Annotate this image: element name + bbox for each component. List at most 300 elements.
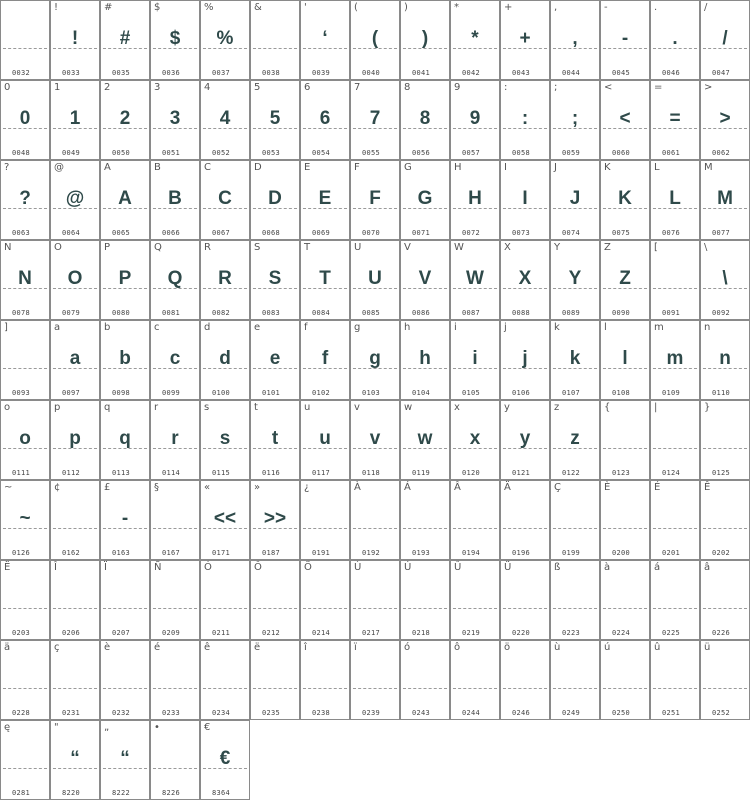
glyph-sample: Z [619,268,631,289]
glyph-cell [600,0,650,80]
glyph-cell [500,480,550,560]
glyph-cell [300,0,350,80]
baseline-guide [53,528,97,529]
glyph-code: 0206 [62,629,81,637]
glyph-sample: o [19,428,31,449]
glyph-cell [450,0,500,80]
glyph-code: 0219 [462,629,481,637]
glyph-code: 0252 [712,709,731,717]
glyph-code: 0202 [712,549,731,557]
glyph-sample: E [318,188,332,209]
glyph-label: É [654,482,661,493]
baseline-guide [153,528,197,529]
glyph-sample: v [369,428,381,449]
glyph-label: Ù [354,562,362,573]
glyph-cell [650,0,700,80]
glyph-label: û [654,642,661,653]
glyph-cell [600,240,650,320]
glyph-label: f [304,322,308,333]
glyph-cell [350,80,400,160]
glyph-label: W [454,242,464,253]
glyph-label: F [354,162,360,173]
glyph-code: 0081 [162,309,181,317]
glyph-sample: u [319,428,331,449]
glyph-cell [450,160,500,240]
glyph-code: 0044 [562,69,581,77]
glyph-sample: \ [722,268,728,289]
glyph-label: ! [54,2,59,13]
glyph-code: 0045 [612,69,631,77]
glyph-cell [700,560,750,640]
baseline-guide [453,688,497,689]
glyph-sample: / [722,28,728,49]
glyph-label: € [204,722,211,733]
baseline-guide [503,688,547,689]
glyph-cell [400,640,450,720]
glyph-sample: Q [167,268,183,289]
glyph-label: h [404,322,411,333]
glyph-code: 0077 [712,229,731,237]
glyph-code: 0087 [462,309,481,317]
glyph-code: 0070 [362,229,381,237]
glyph-label: ; [554,82,558,93]
glyph-sample: W [466,268,484,289]
glyph-cell [200,400,250,480]
glyph-label: A [104,162,111,173]
glyph-label: £ [104,482,111,493]
glyph-cell [500,320,550,400]
glyph-code: 0191 [312,549,331,557]
glyph-label: ß [554,562,561,573]
glyph-code: 0074 [562,229,581,237]
baseline-guide [603,608,647,609]
glyph-cell [150,400,200,480]
glyph-code: 0207 [112,629,131,637]
glyph-cell [0,320,50,400]
glyph-code: 0113 [112,469,131,477]
glyph-label: è [104,642,111,653]
glyph-label: " [54,722,59,733]
glyph-sample: 1 [69,108,81,129]
glyph-code: 0078 [12,309,31,317]
glyph-sample: “ [120,748,130,769]
glyph-code: 0163 [112,549,131,557]
glyph-code: 0098 [112,389,131,397]
glyph-sample: b [119,348,131,369]
glyph-cell [100,320,150,400]
glyph-code: 0032 [12,69,31,77]
glyph-cell [500,0,550,80]
glyph-code: 0199 [562,549,581,557]
glyph-sample: R [218,268,232,289]
glyph-code: 0211 [212,629,231,637]
glyph-code: 0035 [112,69,131,77]
glyph-cell [250,240,300,320]
glyph-code: 0042 [462,69,481,77]
glyph-sample: P [118,268,132,289]
glyph-label: . [654,2,658,13]
baseline-guide [453,608,497,609]
glyph-label: 2 [104,82,111,93]
glyph-code: 0066 [162,229,181,237]
glyph-cell [550,640,600,720]
glyph-cell [550,160,600,240]
baseline-guide [103,608,147,609]
glyph-code: 0201 [662,549,681,557]
glyph-cell [600,160,650,240]
glyph-sample: - [621,28,629,49]
glyph-code: 0249 [562,709,581,717]
glyph-label: Â [454,482,461,493]
glyph-cell [600,640,650,720]
glyph-code: 0053 [262,149,281,157]
glyph-label: Ñ [154,562,162,573]
glyph-cell [600,400,650,480]
glyph-code: 0225 [662,629,681,637]
glyph-cell [650,160,700,240]
glyph-label: \ [704,242,708,253]
glyph-code: 0125 [712,469,731,477]
glyph-cell [700,240,750,320]
glyph-cell [300,400,350,480]
glyph-code: 0114 [162,469,181,477]
glyph-sample: V [418,268,432,289]
glyph-label: Ï [104,562,107,573]
glyph-cell [200,640,250,720]
glyph-code: 0079 [62,309,81,317]
glyph-label: e [254,322,261,333]
glyph-cell [100,240,150,320]
glyph-cell [650,400,700,480]
glyph-code: 0057 [462,149,481,157]
glyph-cell [300,320,350,400]
glyph-code: 0224 [612,629,631,637]
glyph-label: P [104,242,111,253]
glyph-cell [350,320,400,400]
glyph-sample: x [469,428,481,449]
glyph-label: ~ [4,482,13,493]
glyph-label: „ [104,722,110,733]
baseline-guide [353,688,397,689]
glyph-code: 0123 [612,469,631,477]
glyph-sample: 8 [419,108,431,129]
glyph-label: N [4,242,12,253]
glyph-cell [200,720,250,800]
glyph-label: È [604,482,611,493]
baseline-guide [153,688,197,689]
baseline-guide [653,608,697,609]
glyph-code: 0203 [12,629,31,637]
glyph-code: 0058 [512,149,531,157]
glyph-cell [450,240,500,320]
glyph-sample: j [522,348,528,369]
glyph-sample: K [618,188,632,209]
glyph-label: / [704,2,708,13]
glyph-code: 0054 [312,149,331,157]
glyph-label: Ë [4,562,11,573]
glyph-label: Ô [254,562,262,573]
glyph-label: » [254,482,261,493]
glyph-code: 0167 [162,549,181,557]
glyph-label: Ç [554,482,561,493]
glyph-sample: * [471,28,479,49]
glyph-label: H [454,162,462,173]
glyph-label: À [354,482,361,493]
glyph-sample: D [268,188,282,209]
glyph-label: C [204,162,211,173]
glyph-label: 4 [204,82,211,93]
glyph-cell [700,0,750,80]
glyph-label: : [504,82,508,93]
glyph-cell [400,320,450,400]
glyph-sample: N [18,268,32,289]
glyph-sample: . [672,28,678,49]
glyph-code: 0089 [562,309,581,317]
glyph-code: 0067 [212,229,231,237]
glyph-cell [50,240,100,320]
baseline-guide [353,528,397,529]
glyph-cell [650,480,700,560]
glyph-cell [0,400,50,480]
glyph-sample: 5 [269,108,281,129]
glyph-label: T [304,242,311,253]
glyph-cell [150,720,200,800]
glyph-cell [300,560,350,640]
glyph-code: 0209 [162,629,181,637]
glyph-label: j [504,322,507,333]
glyph-label: î [304,642,307,653]
baseline-guide [653,528,697,529]
glyph-sample: 0 [19,108,31,129]
glyph-label: S [254,242,261,253]
glyph-code: 0281 [12,789,31,797]
glyph-label: Z [604,242,611,253]
glyph-label: % [204,2,214,13]
glyph-code: 0162 [62,549,81,557]
glyph-label: ó [404,642,411,653]
glyph-code: 0217 [362,629,381,637]
glyph-cell [600,80,650,160]
glyph-code: 0122 [562,469,581,477]
glyph-cell [100,560,150,640]
baseline-guide [303,688,347,689]
glyph-sample: F [369,188,381,209]
glyph-label: | [654,402,658,413]
glyph-cell [300,160,350,240]
glyph-cell [0,640,50,720]
glyph-label: ¿ [304,482,310,493]
glyph-label: c [154,322,160,333]
glyph-cell [450,640,500,720]
glyph-label: ' [304,2,307,13]
glyph-label: z [554,402,560,413]
glyph-cell [150,80,200,160]
glyph-code: 0047 [712,69,731,77]
baseline-guide [103,688,147,689]
glyph-code: 0104 [412,389,431,397]
glyph-sample: z [570,428,580,449]
glyph-label: Ó [204,562,212,573]
glyph-cell [50,0,100,80]
glyph-label: à [604,562,611,573]
baseline-guide [403,608,447,609]
glyph-label: , [554,2,558,13]
glyph-code: 0187 [262,549,281,557]
glyph-code: 0212 [262,629,281,637]
glyph-sample: U [368,268,382,289]
glyph-sample: % [216,28,234,49]
baseline-guide [303,528,347,529]
glyph-code: 0243 [412,709,431,717]
glyph-label: « [204,482,211,493]
glyph-code: 0231 [62,709,81,717]
glyph-code: 0065 [112,229,131,237]
glyph-cell [700,640,750,720]
glyph-label: $ [154,2,161,13]
glyph-sample: f [321,348,329,369]
glyph-label: D [254,162,262,173]
glyph-label: â [704,562,711,573]
glyph-code: 0056 [412,149,431,157]
baseline-guide [203,608,247,609]
glyph-cell [350,640,400,720]
glyph-cell [50,720,100,800]
glyph-label: á [654,562,661,573]
glyph-sample: “ [70,748,80,769]
glyph-label: ô [454,642,461,653]
glyph-cell [250,480,300,560]
glyph-label: } [704,402,711,413]
glyph-sample: 3 [169,108,181,129]
glyph-code: 0239 [362,709,381,717]
baseline-guide [403,528,447,529]
glyph-label: X [504,242,511,253]
glyph-code: 0124 [662,469,681,477]
glyph-label: u [304,402,311,413]
glyph-label: i [454,322,457,333]
glyph-label: g [354,322,361,333]
glyph-code: 0082 [212,309,231,317]
glyph-sample: 4 [219,108,231,129]
glyph-code: 0101 [262,389,281,397]
baseline-guide [253,688,297,689]
glyph-cell [650,320,700,400]
glyph-code: 0121 [512,469,531,477]
glyph-code: 0192 [362,549,381,557]
glyph-code: 0039 [312,69,331,77]
glyph-label: Î [54,562,57,573]
glyph-label: - [604,2,608,13]
glyph-label: G [404,162,412,173]
glyph-code: 0233 [162,709,181,717]
glyph-cell [150,480,200,560]
glyph-sample: @ [65,188,85,209]
glyph-cell [100,640,150,720]
glyph-code: 0102 [312,389,331,397]
glyph-code: 0193 [412,549,431,557]
glyph-cell [400,480,450,560]
glyph-code: 0068 [262,229,281,237]
glyph-cell [550,0,600,80]
glyph-sample: << [213,508,237,529]
baseline-guide [703,688,747,689]
glyph-label: Á [404,482,411,493]
glyph-sample: n [719,348,731,369]
glyph-cell [350,240,400,320]
glyph-cell [350,400,400,480]
glyph-cell [400,400,450,480]
glyph-code: 0049 [62,149,81,157]
glyph-cell [100,160,150,240]
glyph-label: 9 [454,82,461,93]
glyph-label: ï [354,642,357,653]
glyph-sample: M [717,188,733,209]
glyph-sample: 6 [319,108,331,129]
glyph-label: K [604,162,611,173]
glyph-cell [0,160,50,240]
glyph-cell [100,0,150,80]
glyph-label: k [554,322,560,333]
glyph-label: 5 [254,82,261,93]
glyph-sample: = [669,108,681,129]
glyph-cell [0,560,50,640]
glyph-code: 0106 [512,389,531,397]
glyph-code: 0084 [312,309,331,317]
glyph-label: Q [154,242,162,253]
baseline-guide [153,608,197,609]
glyph-sample: , [572,28,578,49]
glyph-sample: a [69,348,81,369]
baseline-guide [503,528,547,529]
glyph-cell [400,160,450,240]
glyph-cell [200,0,250,80]
glyph-cell [250,320,300,400]
glyph-label: U [354,242,362,253]
glyph-code: 0059 [562,149,581,157]
glyph-label: M [704,162,713,173]
glyph-cell [50,640,100,720]
baseline-guide [153,768,197,769]
glyph-cell [450,320,500,400]
glyph-cell [550,80,600,160]
glyph-sample: ) [421,28,429,49]
glyph-code: 0238 [312,709,331,717]
glyph-sample: ‘ [322,28,328,49]
glyph-code: 0218 [412,629,431,637]
glyph-code: 0126 [12,549,31,557]
glyph-cell [700,160,750,240]
glyph-code: 0109 [662,389,681,397]
baseline-guide [53,688,97,689]
glyph-code: 8222 [112,789,131,797]
glyph-cell [500,160,550,240]
baseline-guide [453,528,497,529]
baseline-guide [3,368,47,369]
glyph-sample: B [168,188,182,209]
glyph-cell [450,560,500,640]
glyph-cell [700,400,750,480]
glyph-label: ä [4,642,11,653]
glyph-cell [700,80,750,160]
baseline-guide [653,288,697,289]
glyph-label: v [354,402,360,413]
glyph-sample: G [417,188,433,209]
glyph-code: 0223 [562,629,581,637]
glyph-cell [50,160,100,240]
glyph-code: 0036 [162,69,181,77]
glyph-sample: i [472,348,478,369]
glyph-label: s [204,402,210,413]
